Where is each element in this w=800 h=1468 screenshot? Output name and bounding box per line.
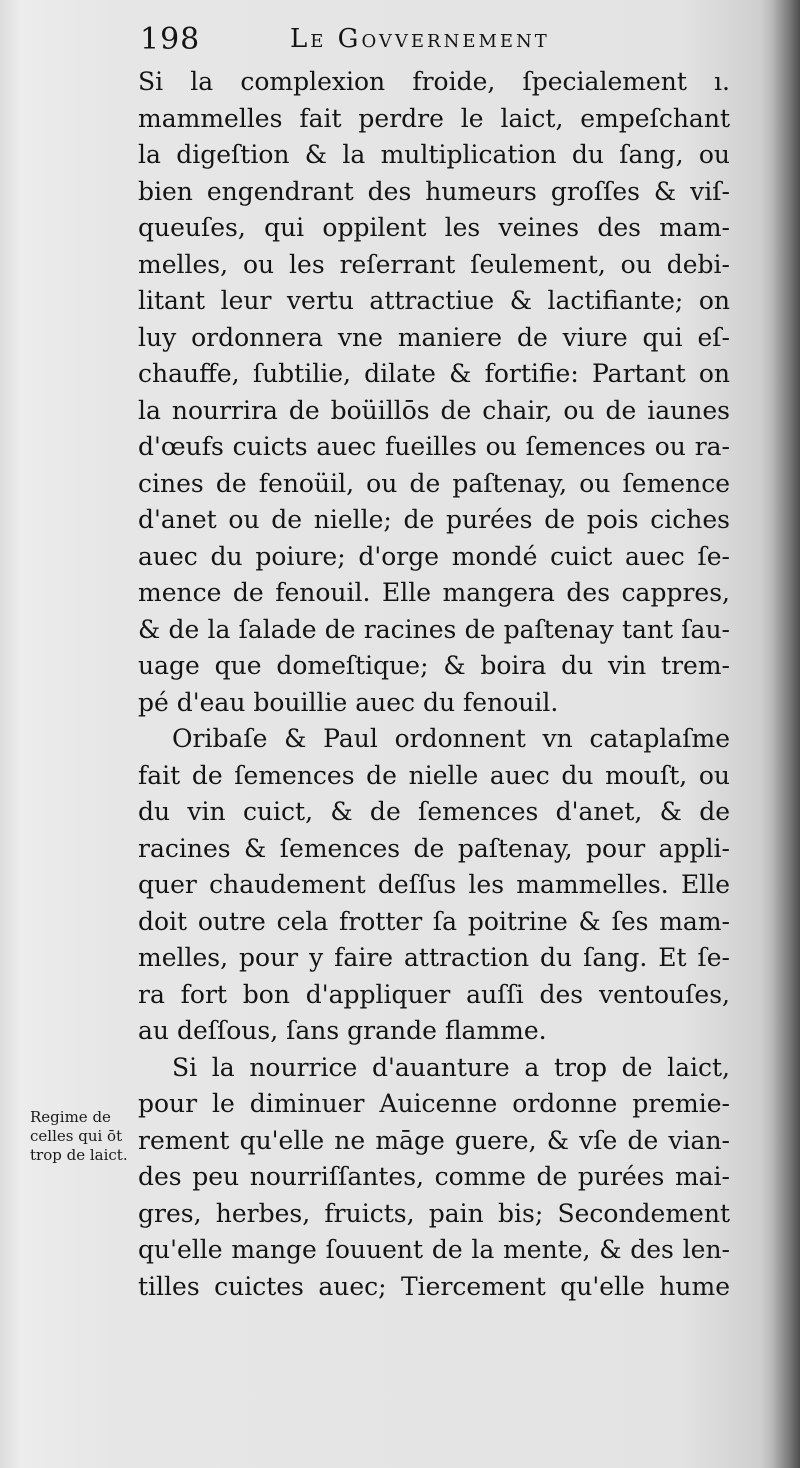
text-line: la digeſtion & la multiplication du ſang, ou xyxy=(138,140,730,169)
text-line: luy ordonnera vne maniere de viure qui eſ- xyxy=(138,322,730,352)
text-line: doit outre cela frotter ſa poitrine & ſes mam- xyxy=(138,906,730,936)
margin-note-line: trop de laict. xyxy=(30,1146,128,1164)
text-line: qu'elle mange ſouuent de la mente, & des len- xyxy=(138,1235,730,1264)
running-head: Le Govvernement xyxy=(290,24,550,54)
text-line: uage que domeſtique; & boira du vin trem- xyxy=(138,651,730,680)
text-line: bien engendrant des humeurs groſſes & viſ- xyxy=(138,176,730,206)
text-line: racines & ſemences de paſtenay, pour appli- xyxy=(138,833,730,863)
text-line: pé d'eau bouillie auec du fenouil. xyxy=(138,687,559,717)
text-line: melles, pour y faire attraction du ſang. Et ſe- xyxy=(138,943,730,972)
text-line: des peu nourriſſantes, comme de purées mai- xyxy=(138,1162,730,1191)
margin-note-line: celles qui ōt xyxy=(30,1127,123,1145)
text-line: quer chaudement deſſus les mammelles. Elle xyxy=(138,870,730,899)
text-line: auec du poiure; d'orge mondé cuict auec ſe- xyxy=(138,541,730,571)
text-line: cines de fenoüil, ou de paſtenay, ou ſemence xyxy=(138,468,730,498)
page-number: 198 xyxy=(140,22,201,57)
paragraph-1 xyxy=(138,64,730,721)
text-line: rement qu'elle ne māge guere, & vſe de vian- xyxy=(138,1125,730,1155)
text-line: & de la ſalade de racines de paſtenay tant ſau- xyxy=(138,614,730,644)
text-line: gres, herbes, fruicts, pain bis; Secondement xyxy=(138,1198,730,1228)
page-edge-shadow xyxy=(772,0,800,1468)
text-line: mence de fenouil. Elle mangera des cappres, xyxy=(138,578,730,607)
text-line: tilles cuictes auec; Tiercement qu'elle hume xyxy=(138,1271,730,1301)
text-line: la nourrira de boüillōs de chair, ou de iaunes xyxy=(138,395,730,425)
text-line: queuſes, qui oppilent les veines des mam- xyxy=(138,213,730,242)
text-line: Si la nourrice d'auanture a trop de laict, xyxy=(172,1052,730,1082)
text-line: Si la complexion froide, ſpecialement ı. xyxy=(138,67,730,96)
paragraph-3 xyxy=(138,1050,730,1306)
text-line: fait de ſemences de nielle auec du mouſt, ou xyxy=(138,760,730,790)
text-line: d'œufs cuicts auec fueilles ou ſemences ou ra- xyxy=(138,432,730,461)
text-line: melles, ou les reſerrant ſeulement, ou debi- xyxy=(138,249,730,279)
paragraph-2 xyxy=(138,721,730,1050)
text-line: d'anet ou de nielle; de purées de pois ciches xyxy=(138,505,730,534)
text-line: pour le diminuer Auicenne ordonne premie- xyxy=(138,1089,730,1118)
text-line: litant leur vertu attractiue & lactifiante; on xyxy=(138,286,730,315)
text-line: du vin cuict, & de ſemences d'anet, & de xyxy=(138,797,730,826)
body-text xyxy=(138,64,730,1305)
text-line: mammelles fait perdre le laict, empeſchant xyxy=(138,103,730,133)
text-line: ra fort bon d'appliquer auſſi des ventouſes, xyxy=(138,979,730,1009)
text-line: Oribaſe & Paul ordonnent vn cataplaſme xyxy=(172,724,730,753)
page-header xyxy=(140,22,720,64)
text-line: au deſſous, ſans grande flamme. xyxy=(138,1016,547,1045)
margin-note-line: Regime de xyxy=(30,1108,111,1126)
text-line: chauffe, ſubtilie, dilate & fortifie: Partant on xyxy=(138,359,730,388)
margin-note xyxy=(30,1108,148,1165)
